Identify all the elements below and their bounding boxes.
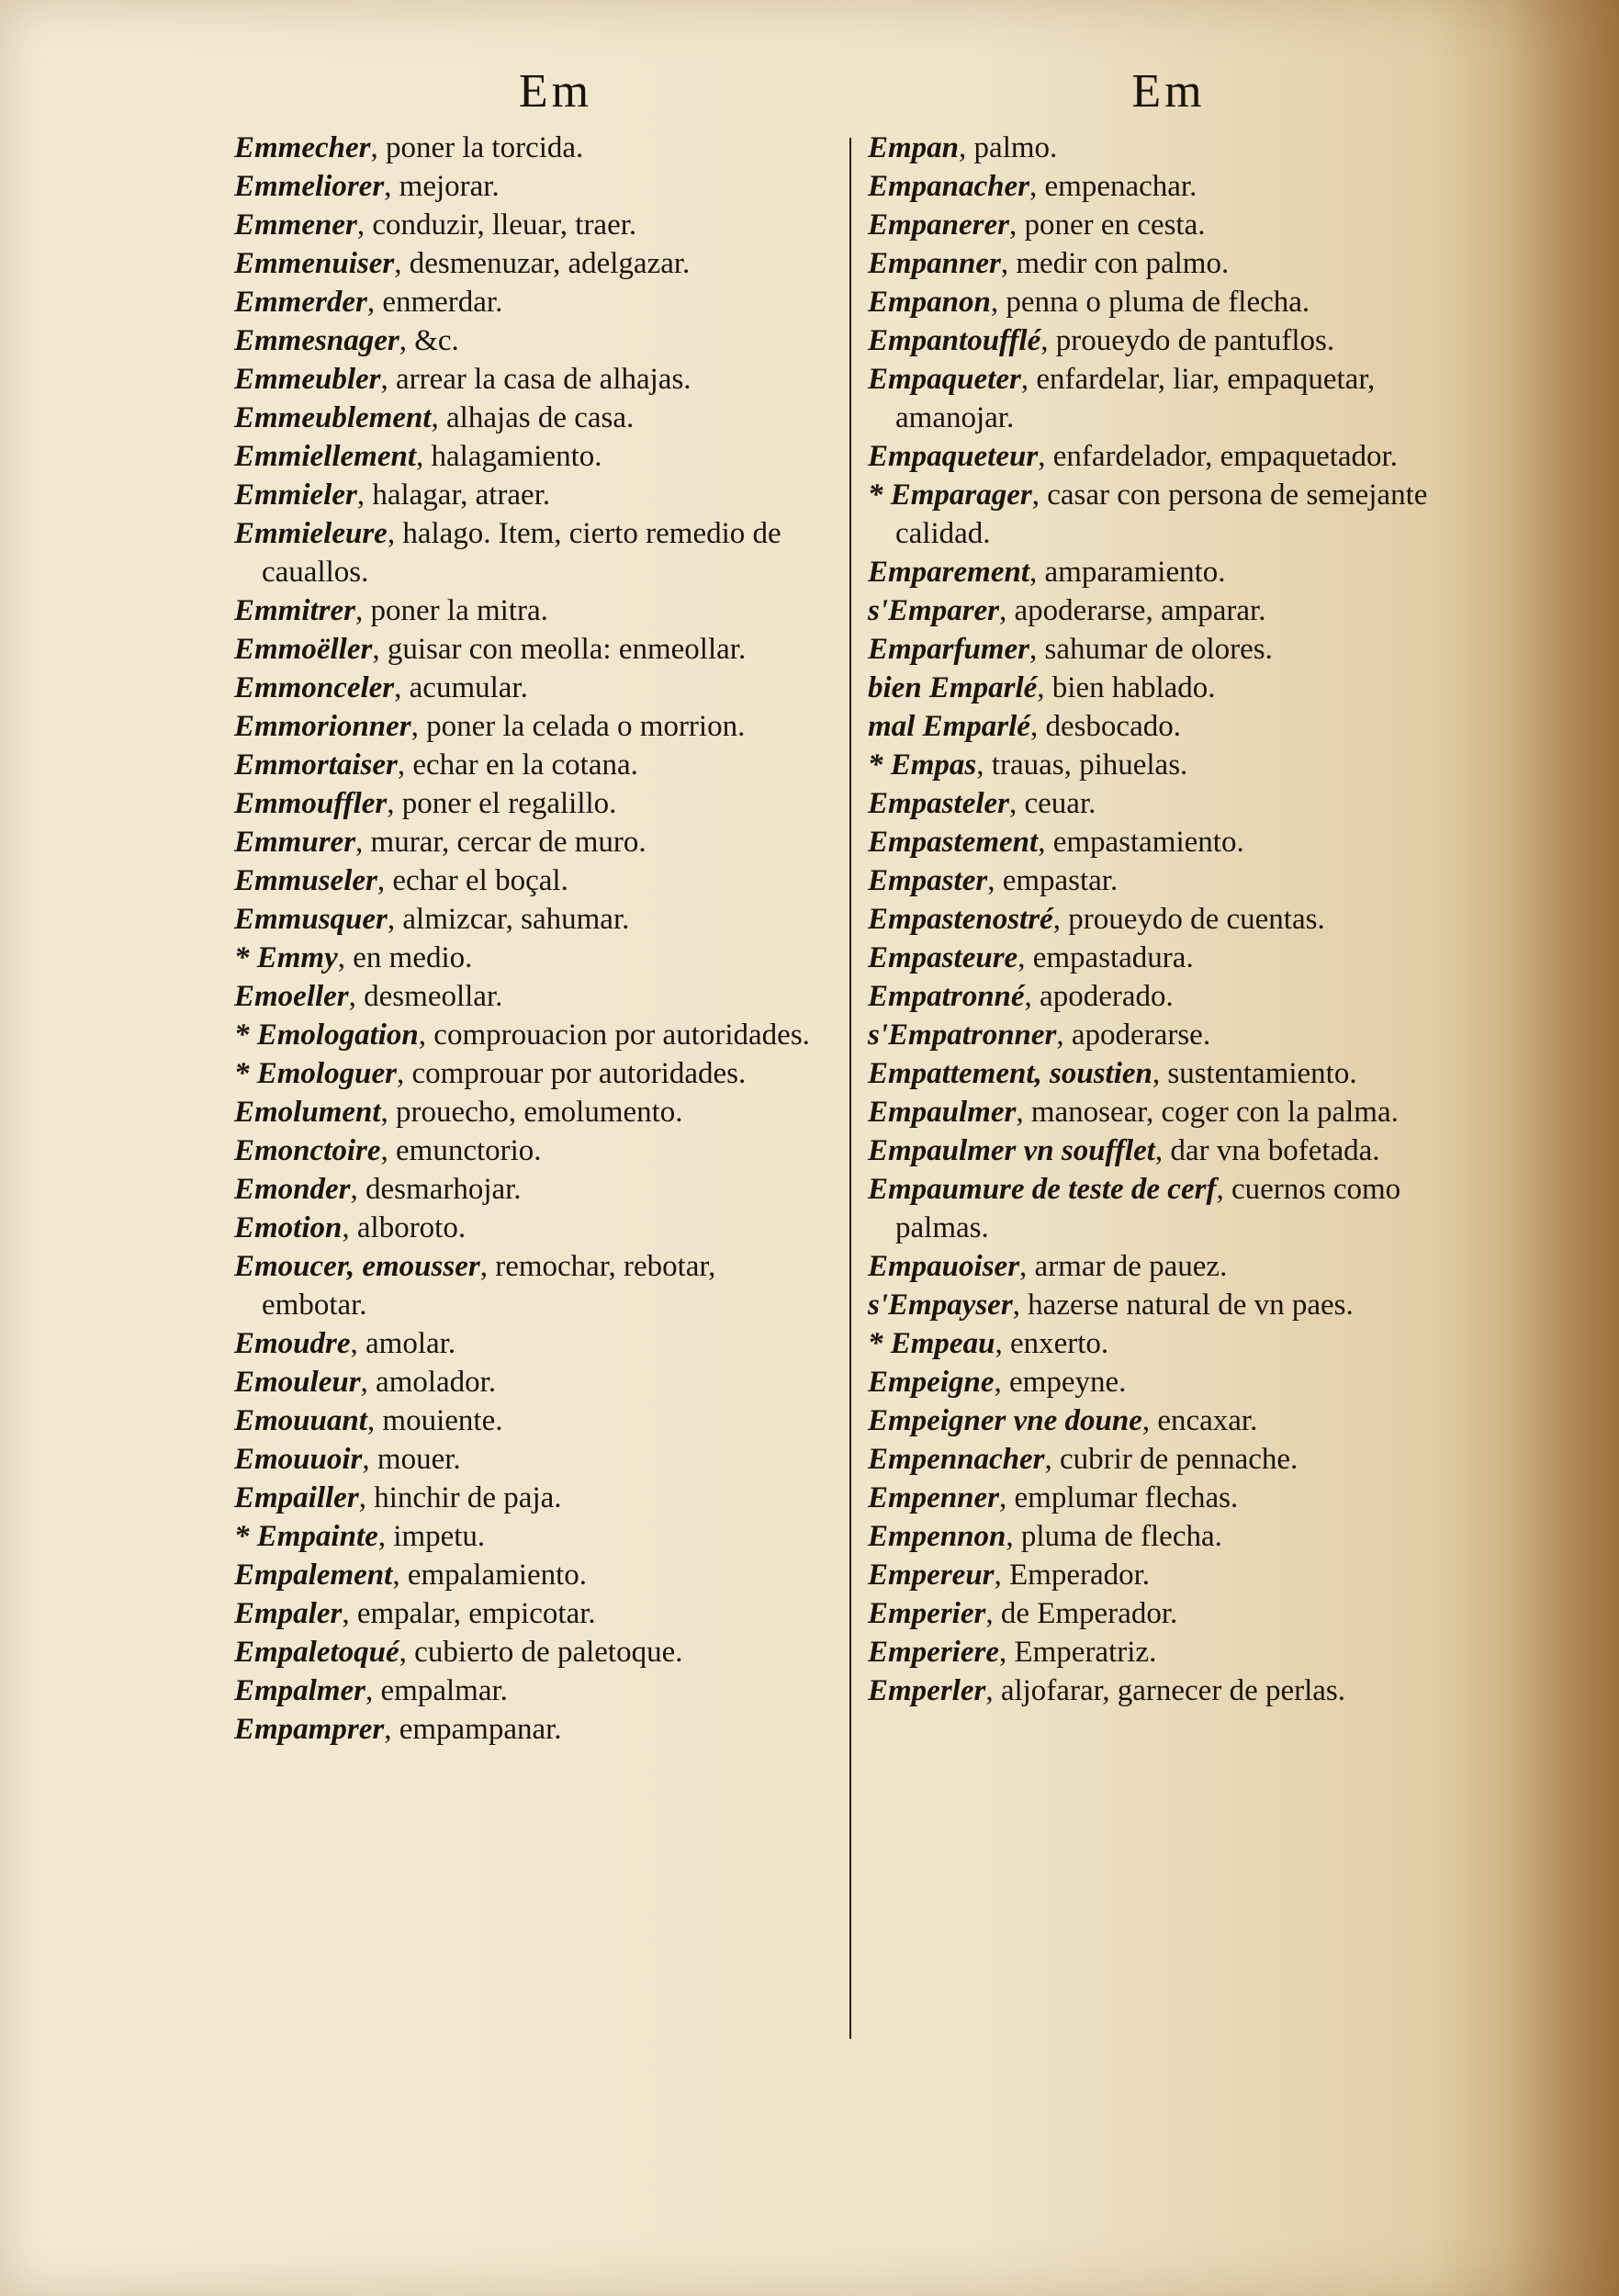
entry-definition: , ceuar. xyxy=(1009,787,1096,820)
entry-definition: , enfardelador, empaquetador. xyxy=(1038,440,1398,473)
entry-definition: , de Emperador. xyxy=(985,1597,1178,1630)
dictionary-entry xyxy=(234,321,822,360)
entry-headword: * Emmy xyxy=(234,941,338,974)
entry-definition: , enfardelar, liar, empaquetar, amanojar. xyxy=(895,363,1376,434)
entry-definition: , mouiente. xyxy=(366,1404,503,1437)
entry-definition: , aljofarar, garnecer de perlas. xyxy=(985,1674,1346,1707)
entry-headword: Empenner xyxy=(868,1481,1000,1514)
entry-headword: Empaster xyxy=(868,864,988,897)
entry-definition: , desbocado. xyxy=(1029,710,1181,743)
entry-definition: , mouer. xyxy=(362,1443,461,1476)
entry-definition: , Emperador. xyxy=(994,1559,1151,1592)
dictionary-entry xyxy=(234,1479,822,1517)
entry-headword: Empanner xyxy=(868,247,1001,280)
entry-headword: Empaletoqué xyxy=(234,1636,399,1669)
entry-headword: Empanon xyxy=(868,286,991,319)
entry-definition: , arrear la casa de alhajas. xyxy=(380,363,691,396)
entry-headword: * Empas xyxy=(868,748,977,782)
entry-headword: Emmorionner xyxy=(234,710,411,743)
dictionary-entry xyxy=(234,437,822,476)
dictionary-entry xyxy=(234,1363,822,1401)
entry-headword: * Emparager xyxy=(868,478,1032,512)
entry-headword: Emoudre xyxy=(234,1327,351,1360)
dictionary-entry xyxy=(234,900,822,939)
entry-definition: , poner en cesta. xyxy=(1009,208,1206,242)
dictionary-entry xyxy=(868,1401,1469,1440)
dictionary-entry xyxy=(868,206,1469,244)
entry-definition: , poner el regalillo. xyxy=(387,787,617,820)
dictionary-entry xyxy=(234,514,822,591)
entry-headword: Emotion xyxy=(234,1211,343,1244)
entry-definition: , desmarhojar. xyxy=(350,1173,522,1206)
entry-headword: Emmeubler xyxy=(234,363,381,396)
dictionary-entry xyxy=(868,784,1469,823)
dictionary-entry xyxy=(234,746,822,784)
entry-headword: Emperier xyxy=(868,1597,986,1630)
entry-definition: , encaxar. xyxy=(1141,1404,1258,1437)
entry-headword: Empasteler xyxy=(868,787,1009,820)
right-column xyxy=(868,0,1469,1710)
entry-headword: Emonctoire xyxy=(234,1134,381,1167)
entry-headword: Emparfumer xyxy=(868,633,1030,666)
entry-headword: Empeigner vne doune xyxy=(868,1404,1142,1437)
entry-definition: , cubierto de paletoque. xyxy=(399,1636,683,1669)
dictionary-entry xyxy=(868,1324,1469,1363)
entry-headword: Emparement xyxy=(868,556,1030,589)
entry-definition: , cubrir de pennache. xyxy=(1044,1443,1299,1476)
dictionary-entry xyxy=(868,939,1469,977)
entry-definition: , emplumar flechas. xyxy=(999,1481,1239,1514)
entry-headword: Empennacher xyxy=(868,1443,1045,1476)
dictionary-entry xyxy=(868,321,1469,360)
entry-headword: Emoeller xyxy=(234,980,349,1013)
entry-headword: Empaqueter xyxy=(868,363,1021,396)
entry-definition: , empastar. xyxy=(987,864,1119,897)
dictionary-entry xyxy=(868,1170,1469,1247)
entry-headword: * Empainte xyxy=(234,1520,378,1553)
entry-definition: , hinchir de paja. xyxy=(358,1481,562,1514)
entry-headword: s'Emparer xyxy=(868,594,1000,627)
dictionary-entry xyxy=(234,476,822,514)
entry-headword: s'Empayser xyxy=(868,1289,1013,1322)
dictionary-entry xyxy=(234,129,822,167)
left-running-head: Em xyxy=(518,65,593,118)
right-running-head: Em xyxy=(1131,65,1206,118)
dictionary-entry xyxy=(234,1054,822,1093)
entry-definition: , cuernos como palmas. xyxy=(895,1173,1401,1244)
entry-headword: bien Emparlé xyxy=(868,671,1038,704)
entry-headword: Emolument xyxy=(234,1096,381,1129)
dictionary-entry xyxy=(234,1401,822,1440)
dictionary-entry xyxy=(868,1131,1469,1170)
entry-headword: Empaler xyxy=(234,1597,343,1630)
entry-headword: Empeigne xyxy=(868,1366,995,1399)
entry-definition: , empalar, empicotar. xyxy=(342,1597,596,1630)
entry-definition: , emunctorio. xyxy=(380,1134,542,1167)
entry-definition: , Emperatriz. xyxy=(998,1636,1157,1669)
dictionary-entry xyxy=(234,1594,822,1633)
entry-headword: Emmitrer xyxy=(234,594,356,627)
entry-headword: Empantoufflé xyxy=(868,324,1041,357)
dictionary-entry xyxy=(868,1054,1469,1093)
entry-definition: , palmo. xyxy=(959,131,1058,164)
entry-headword: Emmieler xyxy=(234,478,357,512)
entry-headword: Emouuant xyxy=(234,1404,367,1437)
dictionary-entry xyxy=(868,1594,1469,1633)
entry-definition: , guisar con meolla: enmeollar. xyxy=(372,633,747,666)
entry-definition: , hazerse natural de vn paes. xyxy=(1012,1289,1354,1322)
entry-definition: , prouecho, emolumento. xyxy=(380,1096,683,1129)
entry-headword: Emmonceler xyxy=(234,671,395,704)
entry-definition: , mejorar. xyxy=(384,170,500,203)
dictionary-entry xyxy=(234,1517,822,1556)
entry-headword: Empamprer xyxy=(234,1713,385,1746)
dictionary-entry xyxy=(234,861,822,900)
entry-headword: Empastenostré xyxy=(868,903,1053,936)
dictionary-entry xyxy=(868,553,1469,591)
entry-definition: , impetu. xyxy=(377,1520,486,1553)
dictionary-entry xyxy=(868,1556,1469,1594)
dictionary-entry xyxy=(234,823,822,861)
dictionary-entry xyxy=(868,861,1469,900)
entry-headword: Empereur xyxy=(868,1559,995,1592)
dictionary-entry xyxy=(234,1247,822,1324)
dictionary-entry xyxy=(234,360,822,399)
entry-definition: , proueydo de pantuflos. xyxy=(1040,324,1335,357)
entry-definition: , comprouacion por autoridades. xyxy=(418,1019,810,1052)
entry-definition: , apoderarse. xyxy=(1056,1019,1211,1052)
entry-headword: Empaulmer xyxy=(868,1096,1017,1129)
dictionary-entry xyxy=(234,1170,822,1209)
dictionary-entry xyxy=(868,1286,1469,1324)
dictionary-entry xyxy=(868,823,1469,861)
entry-definition: , halagamiento. xyxy=(415,440,602,473)
entry-headword: Empatronné xyxy=(868,980,1025,1013)
dictionary-entry xyxy=(868,360,1469,437)
entry-definition: , empalmar. xyxy=(365,1674,508,1707)
entry-definition: , en medio. xyxy=(337,941,473,974)
dictionary-entry xyxy=(868,707,1469,746)
entry-definition: , &c. xyxy=(399,324,459,357)
dictionary-entry xyxy=(234,591,822,630)
entry-headword: Emmusquer xyxy=(234,903,388,936)
entry-headword: Emmecher xyxy=(234,131,371,164)
entry-definition: , armar de pauez. xyxy=(1019,1250,1228,1283)
dictionary-entry xyxy=(234,1324,822,1363)
dictionary-entry xyxy=(868,1093,1469,1131)
entry-definition: , casar con persona de semejante calidad. xyxy=(895,478,1428,550)
entry-headword: Emmortaiser xyxy=(234,748,398,782)
entry-definition: , desmenuzar, adelgazar. xyxy=(394,247,691,280)
left-column xyxy=(234,0,822,1749)
dictionary-entry xyxy=(868,1016,1469,1054)
dictionary-entry xyxy=(868,1633,1469,1671)
entry-definition: , penna o pluma de flecha. xyxy=(990,286,1310,319)
dictionary-entry xyxy=(234,206,822,244)
dictionary-entry xyxy=(234,1440,822,1479)
dictionary-entry xyxy=(234,707,822,746)
dictionary-entry xyxy=(234,1016,822,1054)
entry-definition: , murar, cercar de muro. xyxy=(355,826,646,859)
entry-headword: Empattement, soustien xyxy=(868,1057,1152,1090)
entry-definition: , medir con palmo. xyxy=(1000,247,1230,280)
entry-definition: , enmerdar. xyxy=(366,286,503,319)
entry-headword: Empastement xyxy=(868,826,1039,859)
entry-definition: , empeyne. xyxy=(994,1366,1127,1399)
dictionary-entry xyxy=(868,129,1469,167)
entry-headword: Emperler xyxy=(868,1674,986,1707)
dictionary-entry xyxy=(234,1209,822,1247)
entry-headword: Empalement xyxy=(234,1559,393,1592)
dictionary-entry xyxy=(234,167,822,206)
dictionary-entry xyxy=(868,591,1469,630)
dictionary-entry xyxy=(234,283,822,321)
entry-definition: , empalamiento. xyxy=(392,1559,588,1592)
dictionary-entry xyxy=(868,244,1469,283)
dictionary-entry xyxy=(868,746,1469,784)
dictionary-entry xyxy=(868,1363,1469,1401)
entry-headword: Empanacher xyxy=(868,170,1030,203)
dictionary-entry xyxy=(868,437,1469,476)
entry-definition: , amolador. xyxy=(360,1366,497,1399)
dictionary-entry xyxy=(868,1247,1469,1286)
dictionary-entry xyxy=(234,977,822,1016)
entry-headword: s'Empatronner xyxy=(868,1019,1057,1052)
entry-definition: , bien hablado. xyxy=(1037,671,1216,704)
entry-definition: , pluma de flecha. xyxy=(1006,1520,1222,1553)
entry-definition: , empastamiento. xyxy=(1038,826,1244,859)
entry-definition: , alhajas de casa. xyxy=(431,401,635,434)
entry-headword: Empalmer xyxy=(234,1674,366,1707)
entry-definition: , echar en la cotana. xyxy=(397,748,638,782)
dictionary-entry xyxy=(234,244,822,283)
entry-headword: * Emologuer xyxy=(234,1057,397,1090)
entry-definition: , remochar, rebotar, embotar. xyxy=(262,1250,716,1322)
dictionary-entry xyxy=(868,1517,1469,1556)
entry-headword: Emperiere xyxy=(868,1636,999,1669)
entry-definition: , enxerto. xyxy=(995,1327,1109,1360)
entry-headword: * Emologation xyxy=(234,1019,419,1052)
entry-definition: , alboroto. xyxy=(342,1211,467,1244)
entry-headword: Emmeublement xyxy=(234,401,432,434)
dictionary-entry xyxy=(234,630,822,669)
entry-definition: , amolar. xyxy=(350,1327,456,1360)
entry-headword: Emmoëller xyxy=(234,633,373,666)
right-entry-list xyxy=(868,129,1469,1710)
entry-definition: , dar vna bofetada. xyxy=(1154,1134,1380,1167)
entry-headword: * Empeau xyxy=(868,1327,995,1360)
dictionary-entry xyxy=(868,283,1469,321)
column-divider-rule xyxy=(849,138,851,2039)
entry-headword: Emmiellement xyxy=(234,440,416,473)
dictionary-entry xyxy=(234,1556,822,1594)
entry-definition: , poner la celada o morrion. xyxy=(410,710,746,743)
dictionary-entry xyxy=(234,1671,822,1710)
dictionary-entry xyxy=(868,1479,1469,1517)
entry-headword: Emmesnager xyxy=(234,324,399,357)
dictionary-entry xyxy=(868,1671,1469,1710)
entry-definition: , amparamiento. xyxy=(1029,556,1226,589)
entry-headword: Emmieleure xyxy=(234,517,388,550)
dictionary-entry xyxy=(234,1710,822,1749)
entry-definition: , halagar, atraer. xyxy=(356,478,551,512)
entry-definition: , echar el boçal. xyxy=(377,864,568,897)
entry-headword: mal Emparlé xyxy=(868,710,1030,743)
dictionary-entry xyxy=(868,900,1469,939)
entry-definition: , empastadura. xyxy=(1017,941,1194,974)
dictionary-entry xyxy=(868,476,1469,553)
entry-definition: , sustentamiento. xyxy=(1152,1057,1357,1090)
entry-definition: , empampanar. xyxy=(384,1713,562,1746)
entry-definition: , desmeollar. xyxy=(348,980,503,1013)
entry-headword: Empennon xyxy=(868,1520,1006,1553)
dictionary-entry xyxy=(234,1093,822,1131)
entry-headword: Empailler xyxy=(234,1481,359,1514)
entry-headword: Empaqueteur xyxy=(868,440,1039,473)
dictionary-entry xyxy=(234,669,822,707)
dictionary-entry xyxy=(234,1633,822,1671)
entry-definition: , apoderado. xyxy=(1024,980,1174,1013)
entry-definition: , sahumar de olores. xyxy=(1029,633,1273,666)
dictionary-entry xyxy=(234,1131,822,1170)
left-entry-list xyxy=(234,129,822,1749)
entry-definition: , apoderarse, amparar. xyxy=(999,594,1266,627)
entry-headword: Emoucer, emousser xyxy=(234,1250,480,1283)
entry-headword: Emmurer xyxy=(234,826,356,859)
entry-headword: Emmerder xyxy=(234,286,367,319)
entry-headword: Emouleur xyxy=(234,1366,361,1399)
entry-headword: Emmener xyxy=(234,208,357,242)
entry-definition: , halago. Item, cierto remedio de cauallos. xyxy=(262,517,781,589)
dictionary-entry xyxy=(234,939,822,977)
entry-headword: Empaulmer vn soufflet xyxy=(868,1134,1155,1167)
entry-headword: Empanerer xyxy=(868,208,1010,242)
entry-headword: Empaumure de teste de cerf xyxy=(868,1173,1217,1206)
entry-headword: Emmuseler xyxy=(234,864,377,897)
entry-headword: Empauoiser xyxy=(868,1250,1020,1283)
dictionary-entry xyxy=(868,630,1469,669)
entry-headword: Emmenuiser xyxy=(234,247,395,280)
dictionary-entry xyxy=(868,669,1469,707)
entry-headword: Empasteure xyxy=(868,941,1018,974)
dictionary-entry xyxy=(234,784,822,823)
entry-definition: , trauas, pihuelas. xyxy=(976,748,1188,782)
entry-headword: Emonder xyxy=(234,1173,351,1206)
dictionary-entry xyxy=(868,977,1469,1016)
entry-definition: , proueydo de cuentas. xyxy=(1052,903,1325,936)
page-edge-shading xyxy=(1509,0,1619,2296)
entry-definition: , acumular. xyxy=(394,671,528,704)
entry-definition: , almizcar, sahumar. xyxy=(387,903,630,936)
dictionary-entry xyxy=(868,1440,1469,1479)
entry-definition: , empenachar. xyxy=(1029,170,1197,203)
entry-definition: , conduzir, lleuar, traer. xyxy=(356,208,637,242)
entry-definition: , manosear, coger con la palma. xyxy=(1016,1096,1399,1129)
entry-headword: Emmeliorer xyxy=(234,170,385,203)
entry-definition: , poner la torcida. xyxy=(370,131,584,164)
dictionary-entry xyxy=(868,167,1469,206)
entry-headword: Empan xyxy=(868,131,960,164)
dictionary-entry xyxy=(234,399,822,437)
entry-definition: , comprouar por autoridades. xyxy=(396,1057,747,1090)
entry-definition: , poner la mitra. xyxy=(355,594,548,627)
entry-headword: Emmouffler xyxy=(234,787,388,820)
entry-headword: Emouuoir xyxy=(234,1443,363,1476)
